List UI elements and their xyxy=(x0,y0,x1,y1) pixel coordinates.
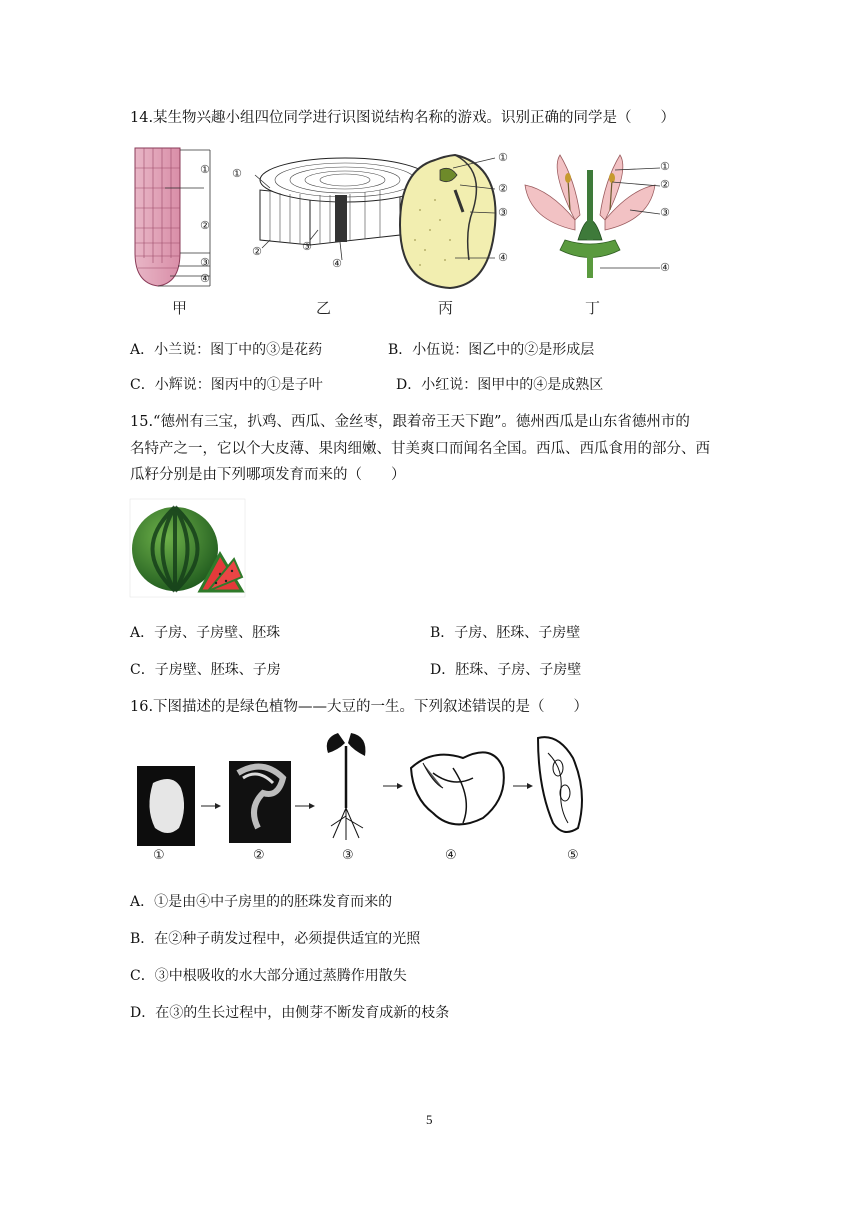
bean-seed-mark-2: ② xyxy=(498,182,508,195)
q14-option-b: B．小伍说：图乙中的②是形成层 xyxy=(388,342,595,358)
q15-option-c: C．子房壁、胚珠、子房 xyxy=(130,662,281,678)
life-stage-label-2: ② xyxy=(253,848,265,863)
woody-stem-mark-1: ① xyxy=(232,167,242,180)
root-tip-mark-1: ① xyxy=(200,163,210,176)
flower-mark-2: ② xyxy=(660,178,670,191)
flower-mark-4: ④ xyxy=(660,261,670,274)
life-stage-label-1: ① xyxy=(153,848,165,863)
flower-mark-1: ① xyxy=(660,160,670,173)
root-tip-mark-4: ④ xyxy=(200,272,210,285)
q16-option-b: B．在②种子萌发过程中，必须提供适宜的光照 xyxy=(130,931,421,947)
q15-stem-line1: 15.“德州有三宝，扒鸡、西瓜、金丝枣，跟着帝王天下跑”。德州西瓜是山东省德州市的 xyxy=(130,414,690,430)
soybean-life-cycle-drawing xyxy=(133,728,603,853)
bean-seed-mark-4: ④ xyxy=(498,251,508,264)
q15-stem-line3: 瓜籽分别是由下列哪项发育而来的（ ） xyxy=(130,467,406,483)
root-tip-mark-3: ③ xyxy=(200,256,210,269)
q16-stem: 16.下图描述的是绿色植物——大豆的一生。下列叙述错误的是（ ） xyxy=(130,699,589,715)
root-tip-mark-2: ② xyxy=(200,219,210,232)
bean-seed-drawing xyxy=(395,150,515,290)
q16-option-c: C．③中根吸收的水大部分通过蒸腾作用散失 xyxy=(130,968,407,984)
q15-option-a: A．子房、子房壁、胚珠 xyxy=(130,625,281,641)
q14-option-d: D．小红说：图甲中的④是成熟区 xyxy=(396,377,604,393)
q14-stem: 14.某生物兴趣小组四位同学进行识图说结构名称的游戏。识别正确的同学是（ ） xyxy=(130,110,676,126)
bean-seed-mark-3: ③ xyxy=(498,206,508,219)
flower-drawing xyxy=(520,150,670,280)
q14-option-a: A．小兰说：图丁中的③是花药 xyxy=(130,342,323,358)
page-number: 5 xyxy=(426,1112,433,1127)
q14-option-c: C．小辉说：图丙中的①是子叶 xyxy=(130,377,323,393)
life-stage-label-5: ⑤ xyxy=(567,848,579,863)
woody-stem-mark-2: ② xyxy=(252,245,262,258)
figure-label-yi: 乙 xyxy=(316,299,332,317)
life-stage-label-4: ④ xyxy=(445,848,457,863)
figure-label-bing: 丙 xyxy=(438,299,454,317)
figure-label-jia: 甲 xyxy=(172,299,188,317)
woody-stem-mark-3: ③ xyxy=(302,240,312,253)
bean-seed-mark-1: ① xyxy=(498,151,508,164)
figure-label-ding: 丁 xyxy=(585,299,601,317)
q16-option-d: D．在③的生长过程中，由侧芽不断发育成新的枝条 xyxy=(130,1005,450,1021)
watermelon-image xyxy=(130,499,245,597)
woody-stem-mark-4: ④ xyxy=(332,257,342,270)
q15-option-b: B．子房、胚珠、子房壁 xyxy=(430,625,581,641)
q15-stem-line2: 名特产之一，它以个大皮薄、果肉细嫩、甘美爽口而闻名全国。西瓜、西瓜食用的部分、西 xyxy=(130,441,710,457)
q16-option-a: A．①是由④中子房里的的胚珠发育而来的 xyxy=(130,894,393,910)
flower-mark-3: ③ xyxy=(660,206,670,219)
life-stage-label-3: ③ xyxy=(342,848,354,863)
q15-option-d: D．胚珠、子房、子房壁 xyxy=(430,662,582,678)
